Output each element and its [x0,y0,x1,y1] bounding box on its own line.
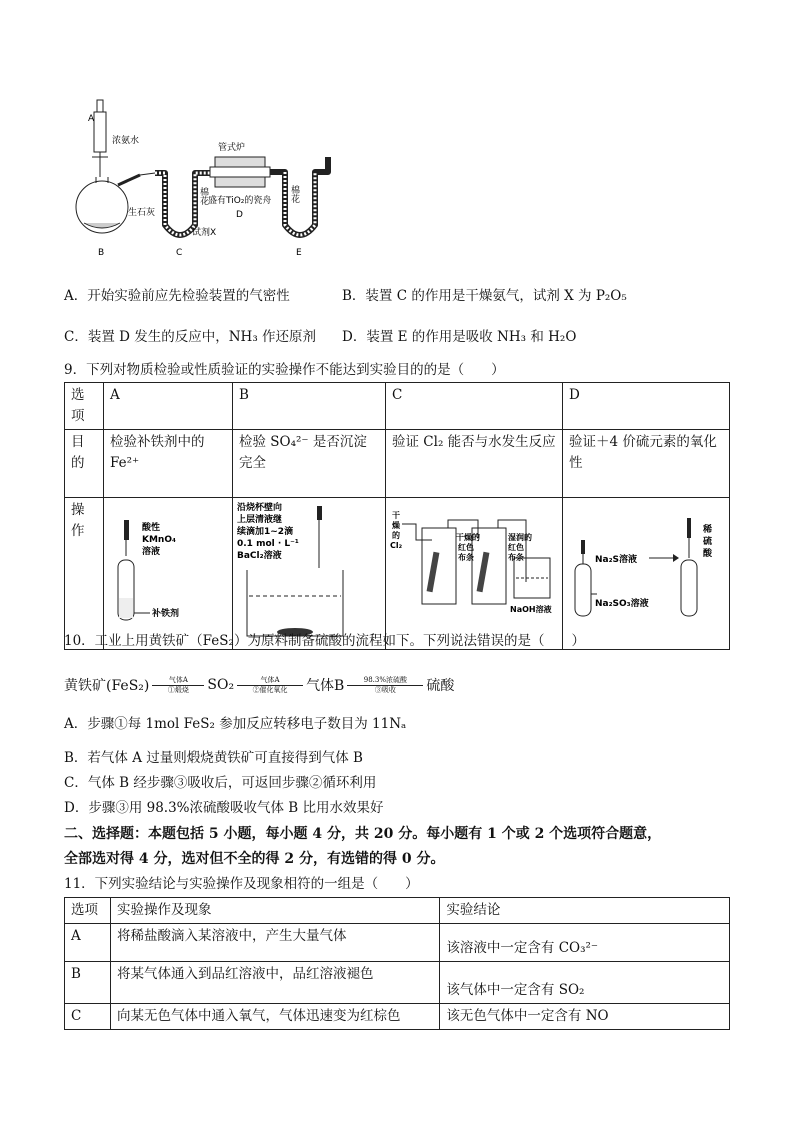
label-quicklime: 生石灰 [128,208,156,218]
q9-figure-b [233,498,385,642]
q10-option-d: D．步骤③用 98.3%浓硫酸吸收气体 B 比用水效果好 [64,800,384,816]
q9-figure-d [563,498,729,642]
q9-header-a: A [104,383,233,430]
q9-figure-c [386,498,562,642]
svg-text:Cl₂: Cl₂ [390,541,403,550]
q11-row-b-operation: 将某气体通入到品红溶液中，品红溶液褪色 [110,962,439,1004]
flow-arrow-2: 气体A ②催化氧化 [237,676,303,695]
svg-text:布条: 布条 [458,553,474,562]
q11-row-c-conclusion: 该无色气体中一定含有 NO [440,1004,730,1030]
q11-stem: 11．下列实验结论与实验操作及现象相符的一组是（ ） [64,876,419,892]
q11-row-b-conclusion: 该气体中一定含有 SO₂ [440,962,730,1004]
q8-option-c: C．装置 D 发生的反应中，NH₃ 作还原剂 [64,329,317,345]
table-row [65,924,730,962]
svg-text:湿润的: 湿润的 [508,533,532,542]
svg-text:溶液: 溶液 [142,547,161,557]
table-row [65,962,730,1004]
q11-row-a-conclusion: 该溶液中一定含有 CO₃²⁻ [440,924,730,962]
q9-table [64,382,730,650]
svg-text:BaCl₂溶液: BaCl₂溶液 [237,551,282,561]
svg-text:干: 干 [392,511,400,520]
q11-header-operation: 实验操作及现象 [110,898,439,924]
q10-option-c: C．气体 B 经步骤③吸收后，可返回步骤②循环利用 [64,775,377,791]
svg-text:酸性: 酸性 [142,523,161,533]
svg-text:红色: 红色 [508,543,524,552]
svg-text:硫: 硫 [703,537,713,547]
svg-text:红色: 红色 [458,543,474,552]
svg-text:布条: 布条 [508,553,524,562]
svg-text:燥: 燥 [392,521,400,530]
q9-figure-a [104,498,232,642]
svg-text:Na₂SO₃溶液: Na₂SO₃溶液 [595,599,649,609]
label-ammonia: 浓氨水 [112,136,140,146]
q11-row-c-option: C [65,1004,111,1030]
label-reagent-x: 试剂X [192,228,217,238]
label-tube-furnace: 管式炉 [218,143,246,153]
table-row [65,1004,730,1030]
svg-text:上层清液继: 上层清液继 [237,515,283,525]
q9-row-operation: 操作 [65,498,104,650]
label-boat: 盛有TiO₂的瓷舟 [208,196,272,206]
q9-row-purpose: 目的 [65,430,104,498]
svg-text:稀: 稀 [703,525,713,535]
label-d: D [236,210,243,220]
q11-row-b-option: B [65,962,111,1004]
q9-header-b: B [233,383,386,430]
svg-text:Na₂S溶液: Na₂S溶液 [595,555,638,565]
q9-purpose-c: 验证 Cl₂ 能否与水发生反应 [386,430,563,498]
q9-purpose-a: 检验补铁剂中的 Fe²⁺ [104,430,233,498]
svg-text:0.1 mol · L⁻¹: 0.1 mol · L⁻¹ [237,539,299,549]
svg-text:干燥的: 干燥的 [456,533,480,542]
label-cotton-2: 棉花 [289,185,299,203]
q8-option-a: A．开始实验前应先检验装置的气密性 [64,288,290,304]
q11-row-c-operation: 向某无色气体中通入氧气，气体迅速变为红棕色 [110,1004,439,1030]
q11-table [64,897,730,1030]
section2-line1: 二、选择题：本题包括 5 小题，每小题 4 分，共 20 分。每小题有 1 个或 2 个选项符合题意， [64,826,662,842]
q8-option-d: D．装置 E 的作用是吸收 NH₃ 和 H₂O [342,329,577,345]
q11-row-a-option: A [65,924,111,962]
q9-purpose-d: 验证＋4 价硫元素的氧化性 [563,430,730,498]
q10-option-a: A．步骤①每 1mol FeS₂ 参加反应转移电子数目为 11Nₐ [64,716,407,732]
q9-purpose-b: 检验 SO₄²⁻ 是否沉淀完全 [233,430,386,498]
flow-end: 硫酸 [426,678,455,694]
svg-text:补铁剂: 补铁剂 [152,609,180,619]
svg-text:NaOH溶液: NaOH溶液 [510,605,552,614]
svg-text:沿烧杯壁向: 沿烧杯壁向 [237,503,283,513]
flow-so2: SO₂ [207,677,235,693]
flow-gas-b: 气体B [306,678,345,694]
svg-text:的: 的 [392,531,400,540]
flow-start: 黄铁矿(FeS₂) [64,678,150,694]
label-e: E [296,248,302,258]
apparatus-figure-q8 [70,95,340,265]
flow-arrow-1: 气体A ①煅烧 [152,676,204,695]
q11-row-a-operation: 将稀盐酸滴入某溶液中，产生大量气体 [110,924,439,962]
svg-text:KMnO₄: KMnO₄ [142,535,176,545]
section2-line2: 全部选对得 4 分，选对但不全的得 2 分，有选错的得 0 分。 [64,851,445,867]
q10-flow [64,668,454,702]
q9-header-d: D [563,383,730,430]
label-cotton-1: 棉花 [198,187,208,205]
q11-header-conclusion: 实验结论 [440,898,730,924]
label-c: C [176,248,183,258]
q8-option-b: B．装置 C 的作用是干燥氨气，试剂 X 为 P₂O₅ [342,288,627,304]
svg-text:酸: 酸 [703,549,713,559]
flow-arrow-3: 98.3%浓硫酸 ③吸收 [347,676,423,695]
q9-header-option: 选项 [65,383,104,430]
q11-header-option: 选项 [65,898,111,924]
q10-stem: 10．工业上用黄铁矿（FeS₂）为原料制备硫酸的流程如下。下列说法错误的是（ ） [64,633,585,649]
q10-option-b: B．若气体 A 过量则煅烧黄铁矿可直接得到气体 B [64,750,363,766]
label-a: A [88,114,95,124]
q9-stem: 9．下列对物质检验或性质验证的实验操作不能达到实验目的的是（ ） [64,362,505,378]
svg-text:续滴加1~2滴: 续滴加1~2滴 [237,527,294,537]
q9-header-c: C [386,383,563,430]
label-b: B [98,248,105,258]
